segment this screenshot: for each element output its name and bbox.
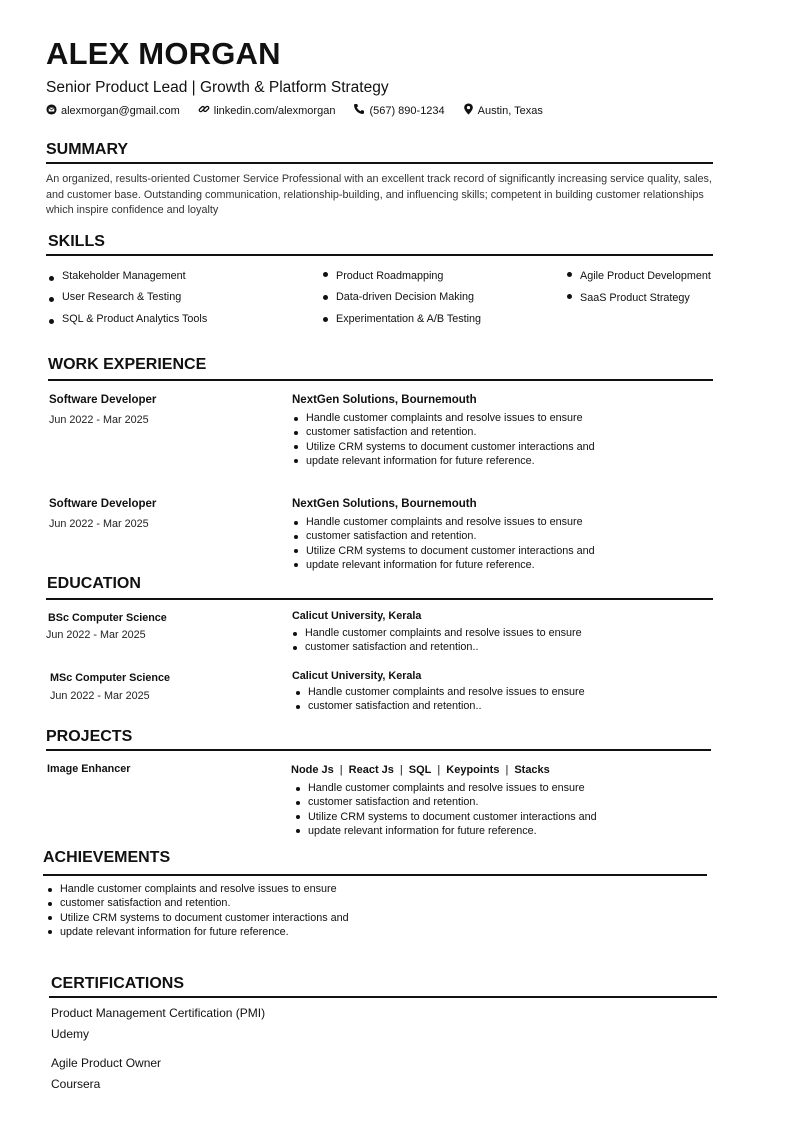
summary-text: An organized, results-oriented Customer Service Professional with an excellent track record of significantly increasing service quality, sales, and customer base. Outstanding communication, relationship-building, and influencing skills; competent in building customer relationships which inspire confidence and loyalty [46,173,712,216]
skills-divider [46,254,713,256]
list-item: Utilize CRM systems to document customer interactions and [292,544,595,558]
education-divider [46,598,713,600]
institution-name: Calicut University, Kerala [292,670,422,682]
project-tech-stack [291,764,550,776]
achievements-heading: ACHIEVEMENTS [43,849,171,866]
degree-dates: Jun 2022 - Mar 2025 [50,690,150,702]
contact-bar [46,103,561,118]
skill-item: Data-driven Decision Making [323,291,474,303]
list-item: Handle customer complaints and resolve issues to ensure [291,626,582,640]
skill-item: Experimentation & A/B Testing [323,313,481,325]
certification-name: Product Management Certification (PMI) [51,1006,266,1020]
list-item: customer satisfaction and retention. [294,795,597,809]
job-title: Software Developer [49,394,157,406]
list-item: Handle customer complaints and resolve issues to ensure [294,685,585,699]
contact-location [463,103,543,118]
headline: Senior Product Lead | Growth & Platform Strategy [46,79,389,96]
candidate-name: ALEX MORGAN [46,36,281,71]
job-title: Software Developer [49,498,157,510]
skill-item: Product Roadmapping [323,270,443,282]
email-icon [46,104,61,118]
link-icon [198,103,214,118]
education-bullets [294,685,585,714]
list-item: customer satisfaction and retention.. [294,699,585,713]
list-item: update relevant information for future reference. [292,454,595,468]
list-item: update relevant information for future reference. [292,558,595,572]
certifications-heading: CERTIFICATIONS [51,975,185,992]
list-item: Handle customer complaints and resolve issues to ensure [292,411,595,425]
tech-separator: | [505,764,509,776]
certification-issuer: Udemy [51,1027,90,1041]
skill-item: Agile Product Development [567,270,711,282]
list-item: customer satisfaction and retention.. [291,640,582,654]
skills-heading: SKILLS [48,233,105,250]
tech-tag: Stacks [514,764,550,776]
list-item: Utilize CRM systems to document customer interactions and [292,440,595,454]
job-company: NextGen Solutions, Bournemouth [292,498,477,510]
tech-separator: | [339,764,343,776]
list-item: update relevant information for future reference. [46,925,349,939]
phone-icon [353,103,369,118]
skill-item: SQL & Product Analytics Tools [49,313,207,325]
experience-divider [48,379,713,381]
tech-separator: | [399,764,403,776]
tech-tag: Node Js [291,764,334,776]
skill-item: User Research & Testing [49,291,181,303]
certification-name: Agile Product Owner [51,1056,162,1070]
tech-tag: React Js [348,764,394,776]
projects-heading: PROJECTS [46,728,133,745]
skill-item: SaaS Product Strategy [567,292,690,304]
job-dates: Jun 2022 - Mar 2025 [49,518,149,530]
contact-email[interactable] [46,104,180,118]
job-bullets [292,515,595,572]
achievements-bullets [46,882,349,939]
list-item: Utilize CRM systems to document customer interactions and [46,911,349,925]
achievements-divider [43,874,707,876]
tech-tag: Keypoints [446,764,500,776]
contact-linkedin[interactable] [198,103,336,118]
tech-separator: | [437,764,441,776]
email-text: alexmorgan@gmail.com [61,104,180,117]
summary-heading: SUMMARY [46,141,129,158]
list-item: update relevant information for future reference. [294,824,597,838]
list-item: customer satisfaction and retention. [292,529,595,543]
project-bullets [294,781,597,838]
list-item: Handle customer complaints and resolve issues to ensure [46,882,349,896]
contact-phone[interactable] [353,103,444,118]
job-dates: Jun 2022 - Mar 2025 [49,414,149,426]
job-bullets [292,411,595,468]
list-item: customer satisfaction and retention. [46,896,349,910]
summary-divider [46,162,713,164]
experience-heading: WORK EXPERIENCE [48,356,207,373]
degree-dates: Jun 2022 - Mar 2025 [46,629,146,641]
projects-divider [46,749,711,751]
tech-tag: SQL [408,764,432,776]
linkedin-text: linkedin.com/alexmorgan [213,104,336,117]
certifications-divider [49,996,717,998]
location-text: Austin, Texas [477,104,543,117]
degree-name: MSc Computer Science [50,672,170,684]
education-bullets [291,626,582,655]
project-name: Image Enhancer [47,763,131,775]
education-heading: EDUCATION [47,575,141,592]
list-item: Handle customer complaints and resolve issues to ensure [294,781,597,795]
job-company: NextGen Solutions, Bournemouth [292,394,477,406]
list-item: Handle customer complaints and resolve issues to ensure [292,515,595,529]
certification-issuer: Coursera [51,1077,101,1091]
list-item: customer satisfaction and retention. [292,425,595,439]
list-item: Utilize CRM systems to document customer interactions and [294,810,597,824]
location-pin-icon [463,103,478,118]
skill-item: Stakeholder Management [49,270,186,282]
degree-name: BSc Computer Science [48,612,167,624]
phone-text: (567) 890-1234 [369,104,445,117]
institution-name: Calicut University, Kerala [292,610,422,622]
